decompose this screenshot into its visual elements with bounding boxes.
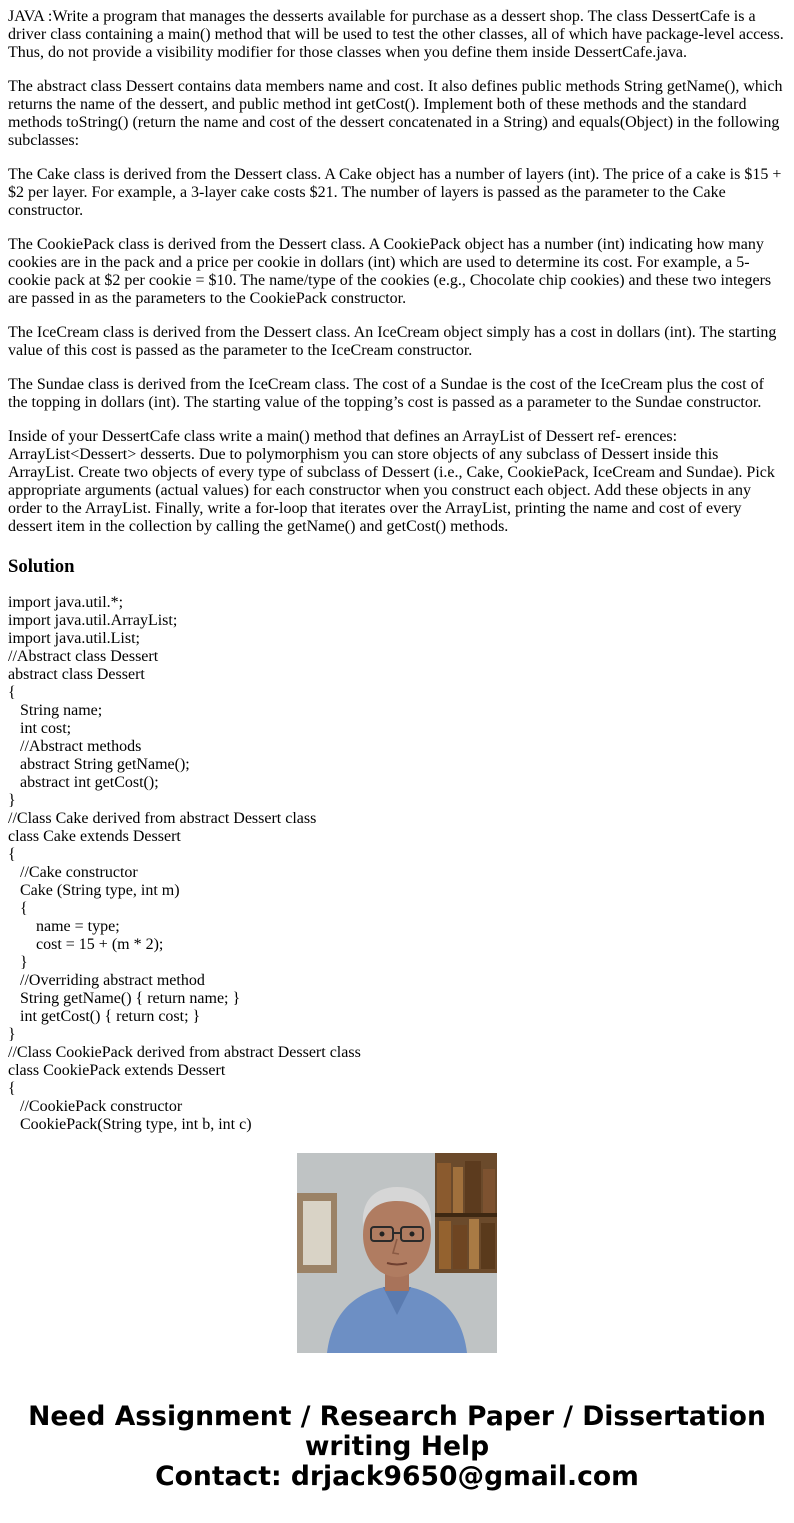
code-line: CookiePack(String type, int b, int c): [8, 1116, 252, 1133]
code-line: {: [8, 1080, 16, 1097]
question-paragraph-1: JAVA :Write a program that manages the desserts available for purchase as a dessert shop. The class DessertCafe is a driver class containing a main() method that will be used to test the other classes, all of which have package-level access. Thus, do not provide a visibility modifier for those classes when you define them inside DessertCafe.java.: [8, 8, 784, 61]
code-line: Cake (String type, int m): [8, 882, 180, 899]
code-line: abstract String getName();: [8, 756, 190, 773]
code-line: import java.util.ArrayList;: [8, 612, 178, 629]
code-line: int cost;: [8, 720, 72, 737]
author-portrait-image: [297, 1153, 497, 1353]
footer-line-1: Need Assignment / Research Paper / Dissertation: [28, 1401, 766, 1432]
question-paragraph-3: The Cake class is derived from the Dessert class. A Cake object has a number of layers (int). The price of a cake is $15 + $2 per layer. For example, a 3-layer cake costs $21. The number of layers is passed as the parameter to the Cake constructor.: [8, 166, 782, 219]
author-avatar: [297, 1153, 497, 1353]
question-paragraph-4: The CookiePack class is derived from the Dessert class. A CookiePack object has a number (int) indicating how many cookies are in the pack and a price per cookie in dollars (int) which are used to determine its cost. For example, a 5-cookie pack at $2 per cookie = $10. The name/type of the cookies (e.g., Chocolate chip cookies) and these two integers are passed in as the parameters to the CookiePack constructor.: [8, 236, 772, 307]
code-line: {: [8, 900, 28, 917]
code-line: //Cake constructor: [8, 864, 138, 881]
code-line: import java.util.*;: [8, 594, 124, 611]
footer-line-2: writing Help: [304, 1431, 490, 1462]
code-line: String name;: [8, 702, 103, 719]
code-line: //Abstract methods: [8, 738, 142, 755]
contact-footer: [0, 1402, 794, 1492]
code-line: //Class Cake derived from abstract Dessert class: [8, 810, 317, 827]
code-line: //Class CookiePack derived from abstract Dessert class: [8, 1044, 361, 1061]
page-content: [8, 8, 786, 1133]
code-line: import java.util.List;: [8, 630, 140, 647]
code-line: //Abstract class Dessert: [8, 648, 159, 665]
code-line: {: [8, 684, 16, 701]
question-paragraph-6: The Sundae class is derived from the IceCream class. The cost of a Sundae is the cost of the IceCream plus the cost of the topping in dollars (int). The starting value of the topping’s cost is passed as a parameter to the Sundae constructor.: [8, 376, 764, 411]
solution-heading: Solution: [8, 556, 75, 577]
code-line: String getName() { return name; }: [8, 990, 241, 1007]
code-line: //CookiePack constructor: [8, 1098, 183, 1115]
code-line: cost = 15 + (m * 2);: [8, 936, 164, 953]
question-paragraph-7: Inside of your DessertCafe class write a main() method that defines an ArrayList of Dessert ref- erences: ArrayList<Dessert> desserts. Due to polymorphism you can store objects of any subclass of Dessert inside this ArrayList. Create two objects of every type of subclass of Dessert (i.e., Cake, CookiePack, IceCream and Sundae). Pick appropriate arguments (actual values) for each constructor when you construct each object. Add these objects in any order to the ArrayList. Finally, write a for-loop that iterates over the ArrayList, printing the name and cost of every dessert item in the collection by calling the getName() and getCost() methods.: [8, 428, 775, 535]
code-line: class Cake extends Dessert: [8, 828, 181, 845]
code-line: //Overriding abstract method: [8, 972, 205, 989]
code-line: }: [8, 954, 28, 971]
code-line: class CookiePack extends Dessert: [8, 1062, 226, 1079]
code-line: int getCost() { return cost; }: [8, 1008, 201, 1025]
code-line: name = type;: [8, 918, 120, 935]
footer-contact: Contact: drjack9650@gmail.com: [155, 1461, 639, 1492]
code-line: abstract class Dessert: [8, 666, 145, 683]
solution-code: [8, 594, 786, 1134]
question-paragraph-2: The abstract class Dessert contains data members name and cost. It also defines public methods String getName(), which returns the name of the dessert, and public method int getCost(). Implement both of these methods and the standard methods toString() (return the name and cost of the dessert concatenated in a String) and equals(Object) in the following subclasses:: [8, 78, 783, 149]
question-paragraph-5: The IceCream class is derived from the Dessert class. An IceCream object simply has a cost in dollars (int). The starting value of this cost is passed as the parameter to the IceCream constructor.: [8, 324, 777, 359]
code-line: }: [8, 792, 16, 809]
code-line: {: [8, 846, 16, 863]
code-line: abstract int getCost();: [8, 774, 159, 791]
code-line: }: [8, 1026, 16, 1043]
